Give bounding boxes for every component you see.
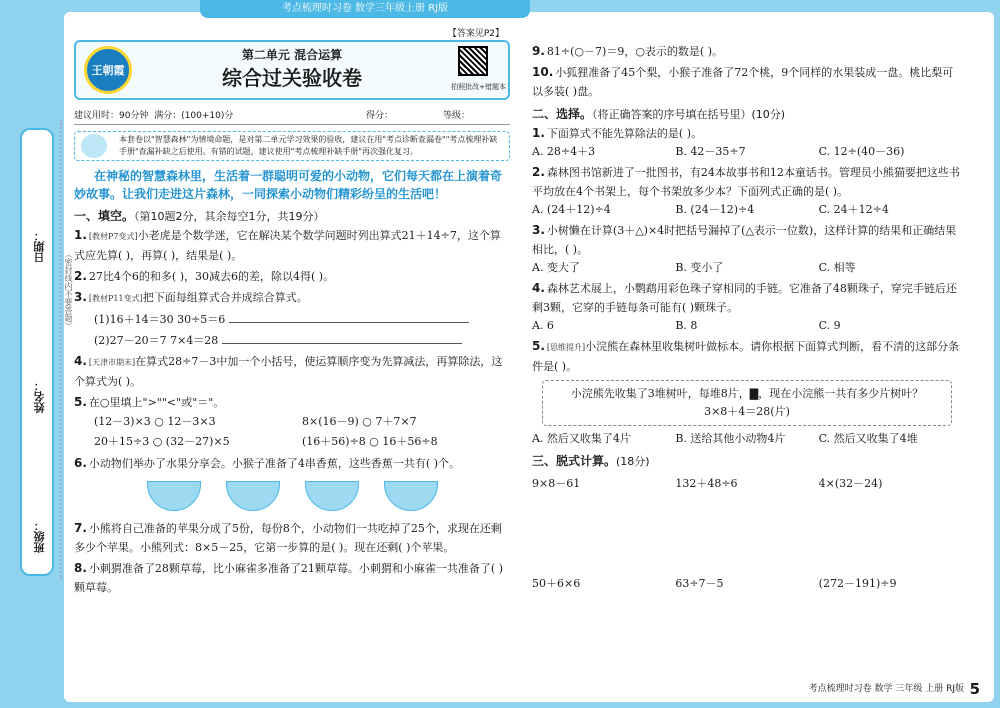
section-1-title: 一、填空。（第10题2分，其余每空1分，共19分） xyxy=(74,209,325,223)
student-info-spine xyxy=(20,128,54,576)
banana-illustration xyxy=(134,481,450,511)
seal-line xyxy=(60,120,62,580)
banana-bunch-icon xyxy=(384,481,438,511)
calc-row-2: 50＋6×6 63÷7－5 (272－191)÷9 xyxy=(532,577,897,590)
question-3: 3. [教材P11变式]把下面每组算式合并成综合算式。 xyxy=(74,290,308,304)
grade-field: 等级： xyxy=(442,111,470,121)
seal-note: （密封线内不要答题） xyxy=(64,250,73,330)
qr-code-icon[interactable] xyxy=(458,46,488,76)
choice-2-options: A. (24＋12)÷4 B. (24－12)÷4 C. 24＋12÷4 xyxy=(532,203,889,216)
question-1: 1. [教材P7变式]小老虎是个数学迷，它在解决某个数学问题时列出算式21＋14÷7，这个算式应先算( )，再算( )，结果是( )。 xyxy=(74,228,501,262)
answer-reference: 【答案见P2】 xyxy=(447,29,504,39)
calc-row-1: 9×8－61 132＋48÷6 4×(32－24) xyxy=(532,477,883,490)
question-5: 5. 在○里填上">""<"或"＝"。 xyxy=(74,395,225,409)
exam-header xyxy=(74,29,510,100)
story-intro: 在神秘的智慧森林里，生活着一群聪明可爱的小动物，它们每天都在上演着奇妙故事。让我们走进这片森林，一同探索小动物们精彩纷呈的生活吧！ xyxy=(74,169,503,201)
choice-2: 2. 森林图书馆新进了一批图书，有24本故事书和12本童话书。管理员小熊猫要把这些书平均放在4个书架上，每个书架放多少本？下面列式正确的是( )。 xyxy=(532,165,960,198)
choice-4-options: A. 6 B. 8 C. 9 xyxy=(532,319,841,332)
time-limit: 建议用时：90分钟 xyxy=(74,111,149,121)
banana-bunch-icon xyxy=(226,481,280,511)
question-4: 4. [天津市期末]在算式28÷7－3中加一个小括号，使运算顺序变为先算减法，再算除法，这个算式为( )。 xyxy=(74,354,503,388)
left-column xyxy=(74,29,510,597)
choice-5-options: A. 然后又收集了4片 B. 送给其他小动物4片 C. 然后又收集了4堆 xyxy=(532,432,918,445)
page-footer: 考点梳理时习卷 数学 三年级 上册 RJ版 xyxy=(808,684,964,694)
choice-5-box-line2: 3×8＋4＝28(片) xyxy=(704,405,790,418)
unit-title: 第二单元 混合运算 xyxy=(241,48,343,62)
full-score: 满分：(100+10)分 xyxy=(154,111,234,121)
choice-5-box-line1: 小浣熊先收集了3堆树叶，每堆8片，▇，现在小浣熊一共有多少片树叶？ xyxy=(570,387,924,400)
date-label: 日期： xyxy=(33,230,46,263)
usage-note-text: 本套卷以"智慧森林"为情境命题，是对第二单元学习效果的验收，建议在用"考点诊断查漏卷""考点梳理补缺手册"查漏补缺之后使用。有错的试题，建议使用"考点梳理补缺手册"再次强化复习。 xyxy=(119,135,498,156)
name-label: 姓名： xyxy=(33,380,46,413)
question-10: 10. 小狐狸准备了45个梨，小猴子准备了72个桃，9个同样的水果装成一盘。桃比梨可以多装( )盘。 xyxy=(532,65,954,98)
question-7: 7. 小熊将自己准备的苹果分成了5份，每份8个，小动物们一共吃掉了25个，求现在还剩多少个苹果。小熊列式：8×5－25，它第一步算的是( )。现在还剩( )个苹果。 xyxy=(74,521,502,554)
question-9: 9. 81÷(○－7)＝9，○表示的数是( )。 xyxy=(532,44,723,58)
right-column xyxy=(532,40,962,591)
section-2-title: 二、选择。（将正确答案的序号填在括号里）(10分) xyxy=(532,107,786,121)
choice-5: 5. [思维提升]小浣熊在森林里收集树叶做标本。请你根据下面算式判断，看不清的这部分条件是( )。 xyxy=(532,339,960,373)
top-banner: 考点梳理时习卷 数学三年级上册 RJ版 xyxy=(200,0,530,18)
choice-4: 4. 森林艺术展上，小鹦鹉用彩色珠子穿相同的手链。它准备了48颗珠子，穿完手链后还剩3颗，它穿的手链每条可能有( )颗珠子。 xyxy=(532,281,957,314)
choice-1: 1. 下面算式不能先算除法的是( )。 xyxy=(532,126,703,140)
choice-3-options: A. 变大了 B. 变小了 C. 相等 xyxy=(532,261,856,274)
question-6: 6. 小动物们举办了水果分享会。小猴子准备了4串香蕉，这些香蕉一共有( )个。 xyxy=(74,456,460,470)
choice-1-options: A. 28÷4＋3 B. 42－35÷7 C. 12÷(40－36) xyxy=(532,145,905,158)
choice-3: 3. 小树懒在计算(3＋△)×4时把括号漏掉了(△表示一位数)，这样计算的结果和正确结果相比，( )。 xyxy=(532,223,957,256)
question-8: 8. 小刺猬准备了28颗草莓，比小麻雀多准备了21颗草莓。小刺猬和小麻雀一共准备了( )颗草莓。 xyxy=(74,561,503,594)
page-number: 5 xyxy=(969,680,980,698)
usage-note xyxy=(74,131,510,161)
exam-title: 综合过关验收卷 xyxy=(222,66,362,90)
question-5-row2: 20＋15÷3 ○ (32－27)×5 (16＋56)÷8 ○ 16＋56÷8 xyxy=(94,435,438,448)
qr-caption: 拍照批改+错题本 xyxy=(451,83,506,91)
cartoon-face-icon xyxy=(81,134,107,158)
question-3b: (2)27－20＝7 7×4＝28 xyxy=(74,331,510,350)
question-5-row1: (12－3)×3 ○ 12－3×3 8×(16－9) ○ 7＋7×7 xyxy=(94,415,417,428)
class-label: 班级： xyxy=(33,520,46,553)
score-field: 得分： xyxy=(365,111,393,121)
brand-logo: 王朝霞 xyxy=(84,46,132,94)
question-3a: (1)16＋14＝30 30÷5＝6 xyxy=(74,310,510,329)
banana-bunch-icon xyxy=(305,481,359,511)
question-2: 2. 27比4个6的和多( )，30减去6的差，除以4得( )。 xyxy=(74,269,335,283)
choice-5-box xyxy=(542,380,952,426)
banana-bunch-icon xyxy=(147,481,201,511)
exam-meta xyxy=(74,108,510,125)
section-3-title: 三、脱式计算。(18分) xyxy=(532,454,650,468)
